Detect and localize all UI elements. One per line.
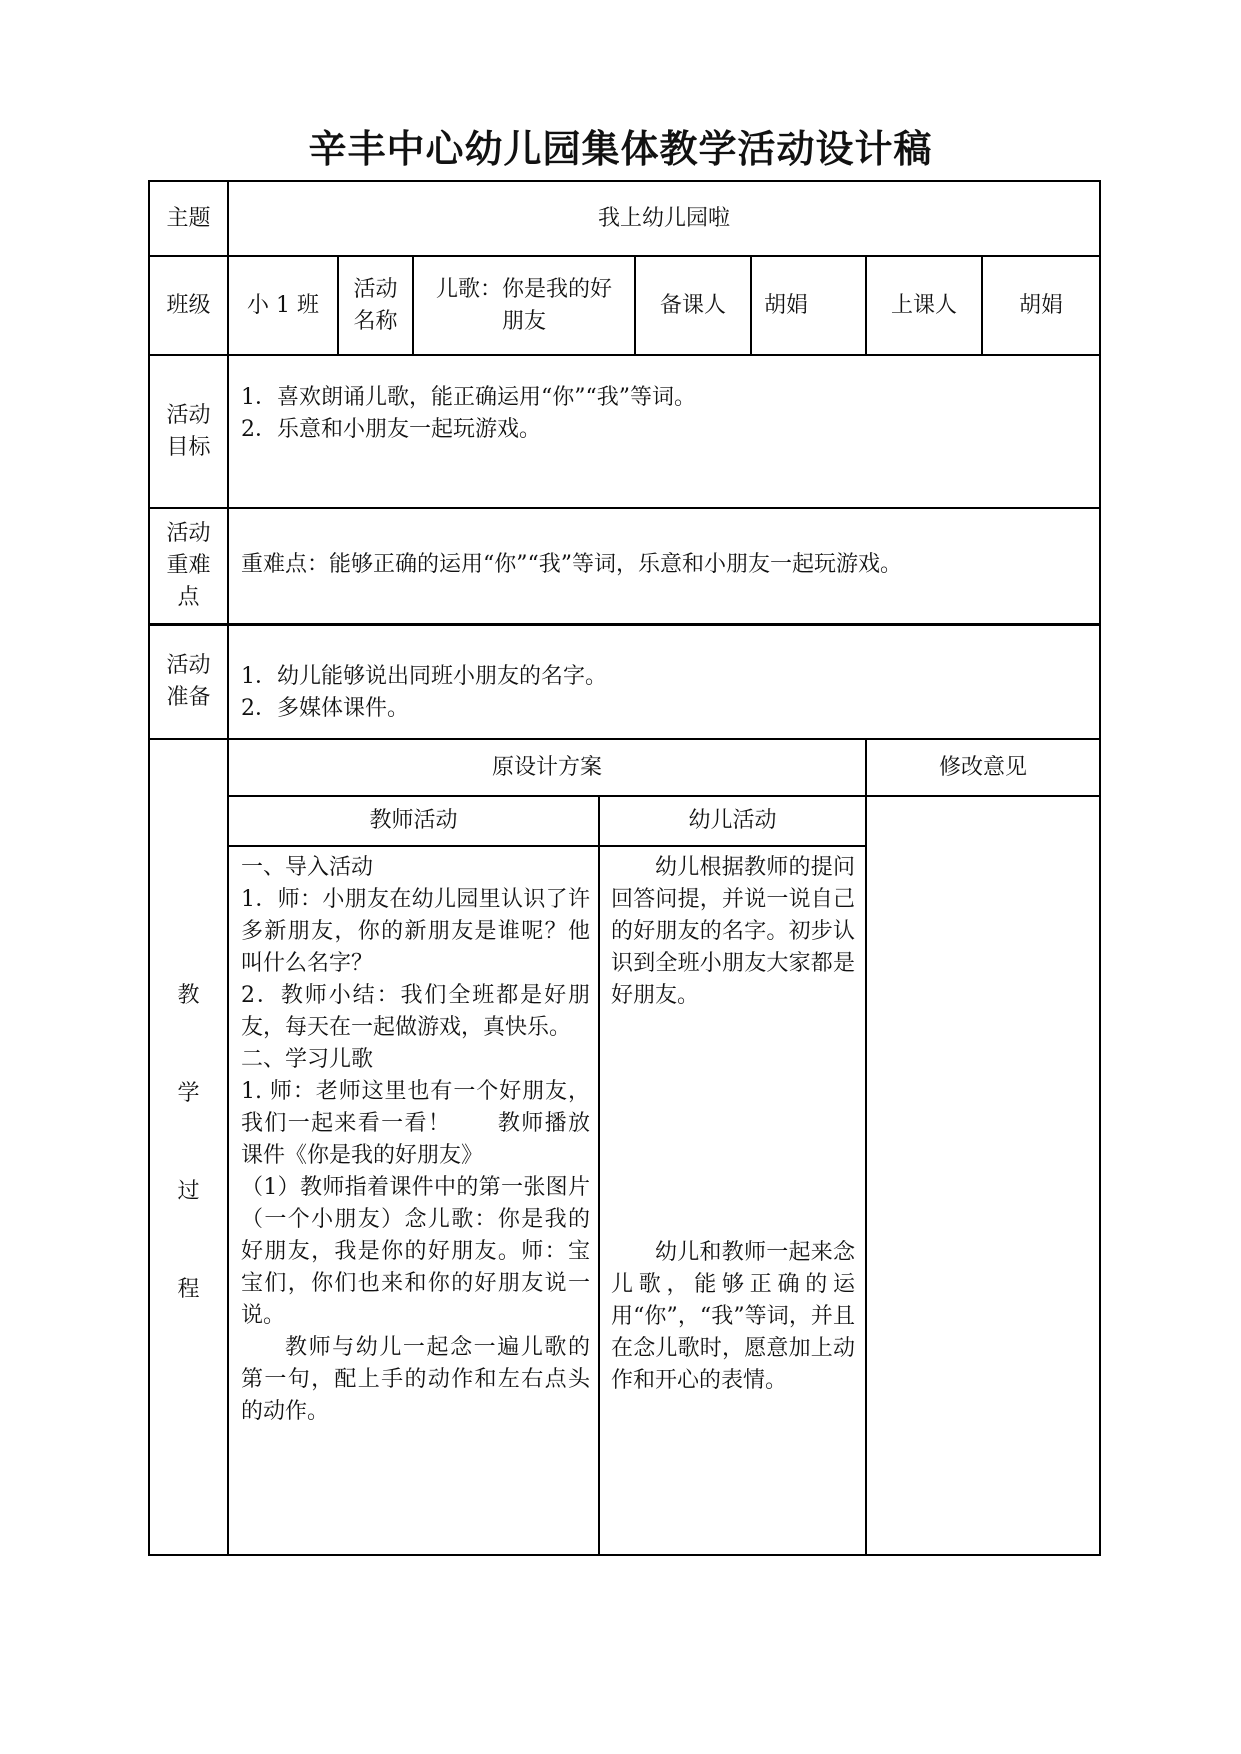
activity-name-label-line-2: 名称 [353,308,398,334]
theme-value: 我上幼儿园啦 [597,205,730,231]
keypoints-label-line-2: 重难 [166,553,211,578]
goals-label [150,356,227,507]
teacher-line: 2．教师小结：我们全班都是好朋友，每天在一起做游戏，真快乐。 [241,983,590,1040]
process-label-char: 过 [177,1179,200,1204]
theme-label: 主题 [166,205,211,231]
prep-label-line-1: 活动 [166,653,211,678]
keypoints-label-line-3: 点 [177,585,200,610]
activity-name-line-1: 儿歌：你是我的好 [435,276,612,302]
prep-label [150,626,227,738]
keypoints-label-line-1: 活动 [166,521,211,546]
goals-label-line-2: 目标 [166,434,211,460]
prep-item: 1．幼儿能够说出同班小朋友的名字。 [241,664,607,689]
class-value: 小 1 班 [247,292,319,318]
process-label-char: 学 [177,1081,200,1106]
goals-list [241,382,1091,446]
keypoints-label [150,509,227,623]
teacher-activity-content [241,852,590,1428]
child-activity-paragraph-2: 幼儿和教师一起来念儿歌，能够正确的运用“你”，“我”等词，并且在念儿歌时，愿意加上动作和开心的表情。 [611,1240,855,1393]
teacher-line: 1．师：小朋友在幼儿园里认识了许多新朋友，你的新朋友是谁呢？他叫什么名字？ [241,887,590,976]
preparer-value: 胡娟 [764,292,809,318]
activity-name-label [339,257,412,354]
keypoints-text: 重难点：能够正确的运用“你”“我”等词，乐意和小朋友一起玩游戏。 [241,552,902,577]
teacher-label: 上课人 [890,292,957,318]
class-label: 班级 [166,292,211,318]
prep-label-line-2: 准备 [166,685,211,710]
teacher-value: 胡娟 [1018,292,1063,318]
process-label-char: 教 [177,983,200,1008]
goals-label-line-1: 活动 [166,402,211,428]
process-label-char: 程 [177,1277,200,1302]
teacher-line: （1）教师指着课件中的第一张图片（一个小朋友）念儿歌：你是我的好朋友，我是你的好朋友。师：宝宝们，你们也来和你的好朋友说一说。 [241,1175,590,1328]
activity-name-line-2: 朋友 [501,308,546,334]
child-activity-paragraph-1: 幼儿根据教师的提问回答问提，并说一说自己的好朋友的名字。初步认识到全班小朋友大家都是好朋友。 [611,855,855,1008]
page-title: 辛丰中心幼儿园集体教学活动设计稿 [308,127,933,171]
preparer-label: 备课人 [659,292,726,318]
goal-item: 1．喜欢朗诵儿歌，能正确运用“你”“我”等词。 [241,385,696,410]
prep-item: 2．多媒体课件。 [241,696,409,721]
teacher-line: 一、导入活动 [241,855,374,880]
child-activity-header: 幼儿活动 [688,808,777,833]
revision-header: 修改意见 [938,754,1027,780]
teacher-activity-header: 教师活动 [369,808,458,833]
teacher-line: 教师与幼儿一起念一遍儿歌的第一句，配上手的动作和左右点头的动作。 [241,1335,590,1424]
teacher-line: 1. 师：老师这里也有一个好朋友，我们一起来看一看！ 教师播放课件《你是我的好朋友》 [241,1079,590,1168]
goal-item: 2．乐意和小朋友一起玩游戏。 [241,417,541,442]
activity-name-value [414,257,634,354]
original-plan-header: 原设计方案 [491,754,602,780]
prep-list [241,661,1091,725]
revision-notes-area [867,797,1099,1554]
activity-name-label-line-1: 活动 [353,276,398,302]
teacher-line: 二、学习儿歌 [241,1047,374,1072]
